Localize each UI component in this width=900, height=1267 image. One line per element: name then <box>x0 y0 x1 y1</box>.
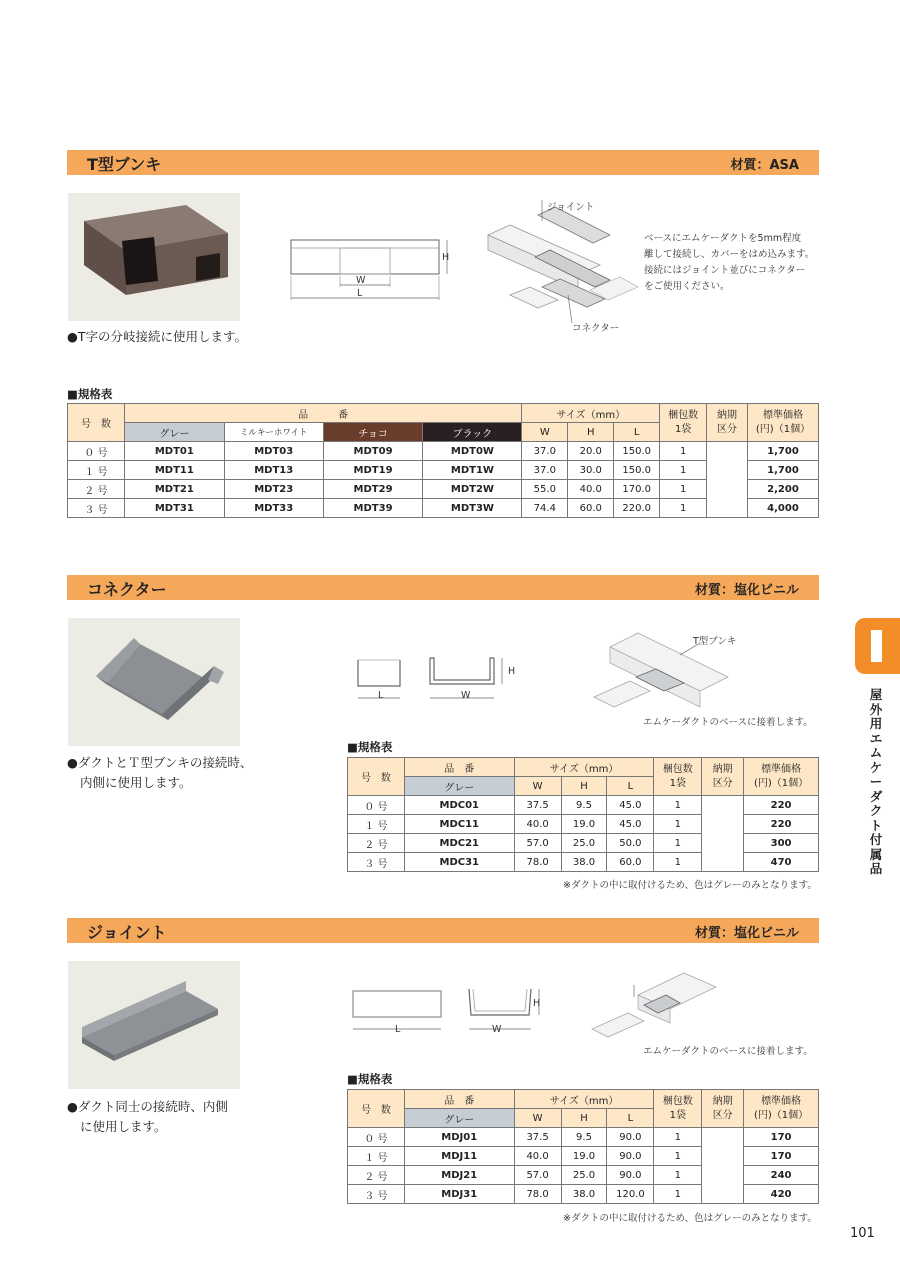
cell-price: 470 <box>744 853 819 872</box>
chapter-label-char: ト <box>869 817 883 833</box>
header-h: H <box>561 777 607 796</box>
color-black: ブラック <box>423 423 522 442</box>
header-size: サイズ（mm） <box>514 1090 654 1109</box>
t-bunki-assembly-diagram <box>480 195 640 340</box>
header-noki: 納期 区分 <box>702 1090 744 1128</box>
cell-code: MDT31 <box>124 499 224 518</box>
cell-w: 78.0 <box>514 1185 561 1204</box>
header-gou: 号 数 <box>348 1090 405 1128</box>
cell-l: 50.0 <box>607 834 654 853</box>
section-header-t-bunki <box>67 150 819 175</box>
header-gou: 号 数 <box>348 758 405 796</box>
color-gray: グレー <box>404 777 514 796</box>
cell-w: 78.0 <box>514 853 561 872</box>
label-connector: コネクター <box>572 323 620 334</box>
cell-no: ３ 号 <box>348 1185 405 1204</box>
cell-h: 9.5 <box>561 796 607 815</box>
cell-code: MDT33 <box>224 499 323 518</box>
cell-code: MDT29 <box>323 480 423 499</box>
cell-code: MDT23 <box>224 480 323 499</box>
table-row <box>348 1128 819 1147</box>
cell-pack: 1 <box>660 499 707 518</box>
cell-no: ３ 号 <box>348 853 405 872</box>
cell-no: １ 号 <box>348 815 405 834</box>
header-l: L <box>607 777 654 796</box>
cell-no: ２ 号 <box>348 1166 405 1185</box>
header-h: H <box>568 423 614 442</box>
cell-pack: 1 <box>654 853 702 872</box>
note-line: 内側に使用します。 <box>80 775 192 790</box>
t-bunki-dimension-drawing <box>285 230 460 305</box>
note-line: ●ダクト同士の接続時、内側 <box>67 1099 228 1114</box>
note-line: ●ダクトとＴ型ブンキの接続時、 <box>67 755 253 770</box>
cell-no: ２ 号 <box>68 480 125 499</box>
cell-pack: 1 <box>654 1166 702 1185</box>
cell-noki <box>702 1128 744 1204</box>
desc-line: 離して接続し、カバーをはめ込みます。 <box>644 249 815 260</box>
cell-code: MDT3W <box>423 499 522 518</box>
cell-code: MDT0W <box>423 442 522 461</box>
label-t-bunki: T型ブンキ <box>693 636 737 647</box>
section-title: コネクター <box>87 580 167 599</box>
chapter-label <box>866 688 886 877</box>
cell-price: 170 <box>744 1128 819 1147</box>
header-price: 標準価格 (円)（1個） <box>744 758 819 796</box>
cell-price: 420 <box>744 1185 819 1204</box>
section-title: ジョイント <box>87 923 167 942</box>
cell-h: 38.0 <box>561 853 607 872</box>
cell-w: 57.0 <box>514 1166 561 1185</box>
chapter-label-char: ク <box>869 803 883 818</box>
cell-code: MDT03 <box>224 442 323 461</box>
cell-code: MDT2W <box>423 480 522 499</box>
cell-l: 120.0 <box>607 1185 654 1204</box>
section-header-connector <box>67 575 819 600</box>
desc-line: ベースにエムケーダクトを5mm程度 <box>644 233 802 244</box>
header-gou: 号 数 <box>68 404 125 442</box>
section-title: T型ブンキ <box>87 155 162 174</box>
cell-price: 1,700 <box>748 442 819 461</box>
spec-table-caption: ■規格表 <box>67 387 113 401</box>
cell-code: MDT11 <box>124 461 224 480</box>
cell-price: 1,700 <box>748 461 819 480</box>
cell-code: MDT39 <box>323 499 423 518</box>
header-l: L <box>614 423 660 442</box>
cell-price: 4,000 <box>748 499 819 518</box>
usage-note <box>67 1097 228 1137</box>
cell-h: 30.0 <box>568 461 614 480</box>
cell-code: MDT09 <box>323 442 423 461</box>
chapter-label-char: ー <box>869 774 883 789</box>
header-l: L <box>607 1109 654 1128</box>
cell-no: ０ 号 <box>348 796 405 815</box>
cell-no: ０ 号 <box>68 442 125 461</box>
chapter-label-char: 屋 <box>869 687 883 702</box>
table-row <box>348 815 819 834</box>
material-label: 材質：塩化ビニル <box>694 583 799 598</box>
cell-w: 74.4 <box>522 499 568 518</box>
chapter-label-char: 付 <box>869 832 883 847</box>
table-row <box>68 461 819 480</box>
cell-price: 2,200 <box>748 480 819 499</box>
cell-h: 60.0 <box>568 499 614 518</box>
note-line: に使用します。 <box>80 1119 167 1134</box>
color-choco: チョコ <box>323 423 423 442</box>
cell-pack: 1 <box>660 461 707 480</box>
color-gray: グレー <box>124 423 224 442</box>
header-h: H <box>561 1109 607 1128</box>
connector-dimension-drawing <box>350 650 520 710</box>
spec-table-t-bunki <box>67 403 819 518</box>
dim-l-label: L <box>395 1024 401 1035</box>
assembly-description <box>644 231 814 295</box>
cell-price: 170 <box>744 1147 819 1166</box>
cell-noki <box>702 796 744 872</box>
cell-no: ３ 号 <box>68 499 125 518</box>
header-hinban: 品 番 <box>404 758 514 777</box>
table-row <box>348 796 819 815</box>
header-noki: 納期 区分 <box>702 758 744 796</box>
dim-w-label: W <box>356 275 366 286</box>
cell-w: 57.0 <box>514 834 561 853</box>
footnote: ※ダクトの中に取付けるため、色はグレーのみとなります。 <box>563 880 817 891</box>
header-price: 標準価格 (円)（1個） <box>744 1090 819 1128</box>
table-row <box>348 834 819 853</box>
joint-dimension-drawing <box>345 985 555 1040</box>
usage-note: ●T字の分岐接続に使用します。 <box>67 329 248 344</box>
cell-no: １ 号 <box>348 1147 405 1166</box>
assembly-description: エムケーダクトのベースに接着します。 <box>643 717 813 728</box>
color-milky-white: ミルキーホワイト <box>224 423 323 442</box>
cell-noki <box>707 442 748 518</box>
cell-w: 55.0 <box>522 480 568 499</box>
cell-w: 37.5 <box>514 796 561 815</box>
joint-photo-drawing <box>68 961 240 1089</box>
section-header-joint <box>67 918 819 943</box>
chapter-label-char: ダ <box>869 788 883 804</box>
header-price: 標準価格 (円)（1個） <box>748 404 819 442</box>
chapter-label-char: 用 <box>869 716 883 731</box>
table-row <box>348 853 819 872</box>
cell-no: ２ 号 <box>348 834 405 853</box>
chapter-label-char: エ <box>869 730 883 746</box>
header-hinban: 品 番 <box>404 1090 514 1109</box>
cell-pack: 1 <box>654 1185 702 1204</box>
cell-h: 19.0 <box>561 815 607 834</box>
footnote: ※ダクトの中に取付けるため、色はグレーのみとなります。 <box>563 1213 817 1224</box>
label-joint: ジョイント <box>547 202 595 213</box>
t-bunki-photo-drawing <box>68 193 240 321</box>
spec-table-caption: ■規格表 <box>347 1072 393 1086</box>
cell-h: 25.0 <box>561 834 607 853</box>
header-konpo: 梱包数 1袋 <box>654 1090 702 1128</box>
chapter-label-char: 品 <box>869 861 883 876</box>
cell-l: 150.0 <box>614 442 660 461</box>
cell-h: 9.5 <box>561 1128 607 1147</box>
dim-l-label: L <box>357 288 363 299</box>
dim-w-label: W <box>461 690 471 701</box>
cell-h: 19.0 <box>561 1147 607 1166</box>
product-photo-connector <box>68 618 240 746</box>
header-w: W <box>514 1109 561 1128</box>
cell-l: 90.0 <box>607 1147 654 1166</box>
cell-l: 45.0 <box>607 796 654 815</box>
cell-pack: 1 <box>654 796 702 815</box>
cell-l: 170.0 <box>614 480 660 499</box>
table-row <box>348 1166 819 1185</box>
dim-l-label: L <box>378 690 384 701</box>
spec-table-connector <box>347 757 819 872</box>
cell-code: MDT01 <box>124 442 224 461</box>
cell-l: 90.0 <box>607 1166 654 1185</box>
color-gray: グレー <box>404 1109 514 1128</box>
cell-pack: 1 <box>654 834 702 853</box>
cell-w: 40.0 <box>514 815 561 834</box>
cell-l: 60.0 <box>607 853 654 872</box>
cell-code: MDJ01 <box>404 1128 514 1147</box>
table-row <box>348 1185 819 1204</box>
chapter-label-char: 属 <box>869 846 883 862</box>
connector-photo-drawing <box>68 618 240 746</box>
chapter-label-char: 外 <box>869 701 883 717</box>
cell-code: MDJ21 <box>404 1166 514 1185</box>
spec-table-caption: ■規格表 <box>347 740 393 754</box>
cell-h: 25.0 <box>561 1166 607 1185</box>
table-row <box>68 442 819 461</box>
cell-w: 37.5 <box>514 1128 561 1147</box>
material-label: 材質：塩化ビニル <box>694 926 799 941</box>
cell-h: 40.0 <box>568 480 614 499</box>
cell-l: 45.0 <box>607 815 654 834</box>
cell-code: MDT13 <box>224 461 323 480</box>
desc-line: 接続にはジョイント並びにコネクター <box>644 265 806 276</box>
cell-code: MDC01 <box>404 796 514 815</box>
cell-code: MDC21 <box>404 834 514 853</box>
cell-h: 20.0 <box>568 442 614 461</box>
cell-price: 300 <box>744 834 819 853</box>
cell-code: MDJ31 <box>404 1185 514 1204</box>
cell-price: 220 <box>744 815 819 834</box>
table-row <box>68 499 819 518</box>
header-w: W <box>514 777 561 796</box>
header-konpo: 梱包数 1袋 <box>654 758 702 796</box>
material-label: 材質：ASA <box>730 158 799 173</box>
cell-code: MDC11 <box>404 815 514 834</box>
cell-price: 240 <box>744 1166 819 1185</box>
cell-h: 38.0 <box>561 1185 607 1204</box>
cell-code: MDJ11 <box>404 1147 514 1166</box>
cell-code: MDC31 <box>404 853 514 872</box>
dim-h-label: H <box>508 666 516 677</box>
product-photo-joint <box>68 961 240 1089</box>
cell-w: 37.0 <box>522 461 568 480</box>
cell-w: 40.0 <box>514 1147 561 1166</box>
cell-l: 220.0 <box>614 499 660 518</box>
product-photo-t-bunki <box>68 193 240 321</box>
cell-pack: 1 <box>654 815 702 834</box>
cell-code: MDT21 <box>124 480 224 499</box>
cell-pack: 1 <box>660 442 707 461</box>
dim-h-label: H <box>533 998 541 1009</box>
joint-assembly-diagram <box>588 965 728 1050</box>
usage-note <box>67 753 252 793</box>
header-noki: 納期 区分 <box>707 404 748 442</box>
chapter-label-char: ム <box>869 745 883 760</box>
cell-l: 90.0 <box>607 1128 654 1147</box>
chapter-tab <box>855 618 900 674</box>
cell-pack: 1 <box>654 1147 702 1166</box>
page-number: 101 <box>850 1226 875 1241</box>
header-hinban: 品 番 <box>124 404 521 423</box>
cell-w: 37.0 <box>522 442 568 461</box>
chapter-label-char: ケ <box>869 759 883 775</box>
cell-price: 220 <box>744 796 819 815</box>
table-row <box>68 480 819 499</box>
cell-code: MDT1W <box>423 461 522 480</box>
header-w: W <box>522 423 568 442</box>
header-size: サイズ（mm） <box>514 758 654 777</box>
header-konpo: 梱包数 1袋 <box>660 404 707 442</box>
cell-pack: 1 <box>660 480 707 499</box>
cell-pack: 1 <box>654 1128 702 1147</box>
assembly-description: エムケーダクトのベースに接着します。 <box>643 1046 813 1057</box>
header-size: サイズ（mm） <box>522 404 660 423</box>
dim-w-label: W <box>492 1024 502 1035</box>
cell-l: 150.0 <box>614 461 660 480</box>
table-row <box>348 1147 819 1166</box>
spec-table-joint <box>347 1089 819 1204</box>
chapter-tab-mark <box>871 630 882 662</box>
cell-no: １ 号 <box>68 461 125 480</box>
dim-h-label: H <box>442 252 450 263</box>
desc-line: をご使用ください。 <box>644 281 730 292</box>
cell-code: MDT19 <box>323 461 423 480</box>
cell-no: ０ 号 <box>348 1128 405 1147</box>
